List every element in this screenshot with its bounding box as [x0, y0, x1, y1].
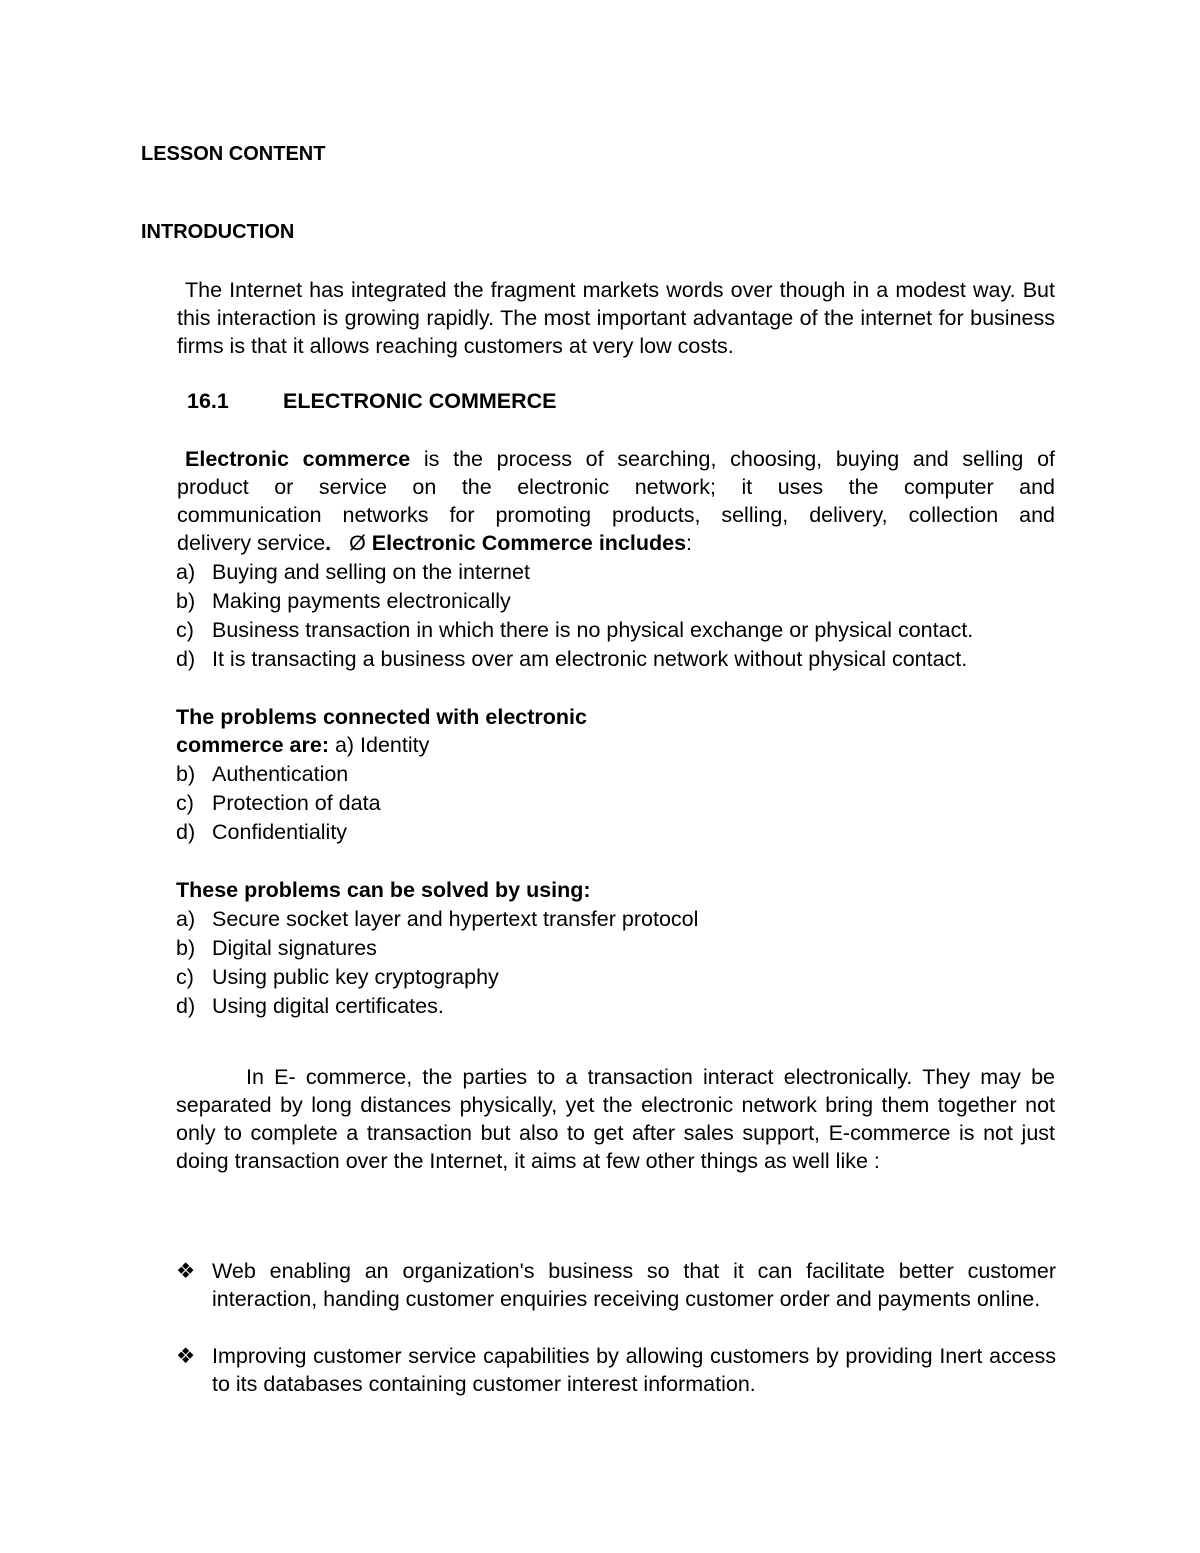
list-marker: a) — [176, 907, 196, 931]
introduction-heading: INTRODUCTION — [141, 221, 295, 243]
list-marker: a) — [176, 560, 196, 584]
list-item-text: Using public key cryptography — [212, 965, 499, 989]
list-item-text: Making payments electronically — [212, 589, 511, 613]
list-marker: b) — [176, 589, 196, 613]
definition-line-2: product or service on the electronic network; it uses the computer and — [177, 475, 1055, 499]
arrow-bullet-icon: Ø — [349, 531, 366, 555]
list-marker: d) — [176, 820, 196, 844]
list-marker: b) — [176, 936, 196, 960]
definition-term: Electronic commerce — [185, 447, 411, 471]
definition-line-4 — [177, 531, 692, 556]
section-number: 16.1 — [187, 389, 229, 413]
solutions-heading: These problems can be solved by using: — [176, 878, 591, 902]
list-marker: b) — [176, 762, 196, 786]
section-title: ELECTRONIC COMMERCE — [283, 389, 557, 413]
introduction-paragraph: The Internet has integrated the fragment markets words over though in a modest way. But this interaction is growing rapidly. The most important advantage of the internet for business firms is that it allows reaching customers at very low costs. — [177, 278, 1055, 358]
definition-line4-start: delivery service — [177, 531, 326, 555]
list-item-text: Authentication — [212, 762, 349, 786]
list-item-text: Buying and selling on the internet — [212, 560, 530, 584]
list-item-text: Protection of data — [212, 791, 381, 815]
list-marker: c) — [176, 618, 194, 642]
definition-line-3: communication networks for promoting products, selling, delivery, collection and — [177, 503, 1055, 527]
list-item-text: Using digital certificates. — [212, 994, 444, 1018]
list-marker: c) — [176, 791, 194, 815]
bullet-item — [176, 1257, 1056, 1313]
includes-colon: : — [686, 531, 693, 555]
definition-line4-period: . — [325, 531, 332, 555]
problems-heading-line-2 — [176, 733, 429, 758]
list-item-text: Secure socket layer and hypertext transfer protocol — [212, 907, 699, 931]
list-item-text: Confidentiality — [212, 820, 348, 844]
definition-line-1 — [177, 447, 1055, 472]
list-item-text: Business transaction in which there is no physical exchange or physical contact. — [212, 618, 974, 642]
problems-heading-end: commerce are: — [176, 733, 329, 757]
bullet-text: Improving customer service capabilities by allowing customers by providing Inert access to its databases containing customer interest information. — [212, 1344, 1056, 1396]
list-marker: d) — [176, 647, 196, 671]
definition-line1-rest: is the process of searching, choosing, buying and selling of — [410, 447, 1055, 471]
diamond-bullet-icon: ❖ — [176, 1259, 196, 1283]
bullet-text: Web enabling an organization's business so that it can facilitate better customer interaction, handing customer enquiries receiving customer order and payments online. — [212, 1259, 1056, 1311]
bullet-item — [176, 1342, 1056, 1398]
diamond-bullet-icon: ❖ — [176, 1344, 196, 1368]
list-item-text: It is transacting a business over am electronic network without physical contact. — [212, 647, 968, 671]
ecommerce-paragraph: In E- commerce, the parties to a transaction interact electronically. They may be separated by long distances physically, yet the electronic network bring them together not only to complete a transaction but also to get after sales support, E-commerce is not just doing transaction over the Internet, it aims at few other things as well like : — [176, 1065, 1055, 1173]
problems-heading-line-1: The problems connected with electronic — [176, 705, 587, 729]
list-item-text: Digital signatures — [212, 936, 377, 960]
problems-first-item: a) Identity — [328, 733, 430, 757]
lesson-title: LESSON CONTENT — [141, 143, 326, 165]
list-marker: d) — [176, 994, 196, 1018]
list-marker: c) — [176, 965, 194, 989]
includes-label: Electronic Commerce includes — [371, 531, 687, 555]
